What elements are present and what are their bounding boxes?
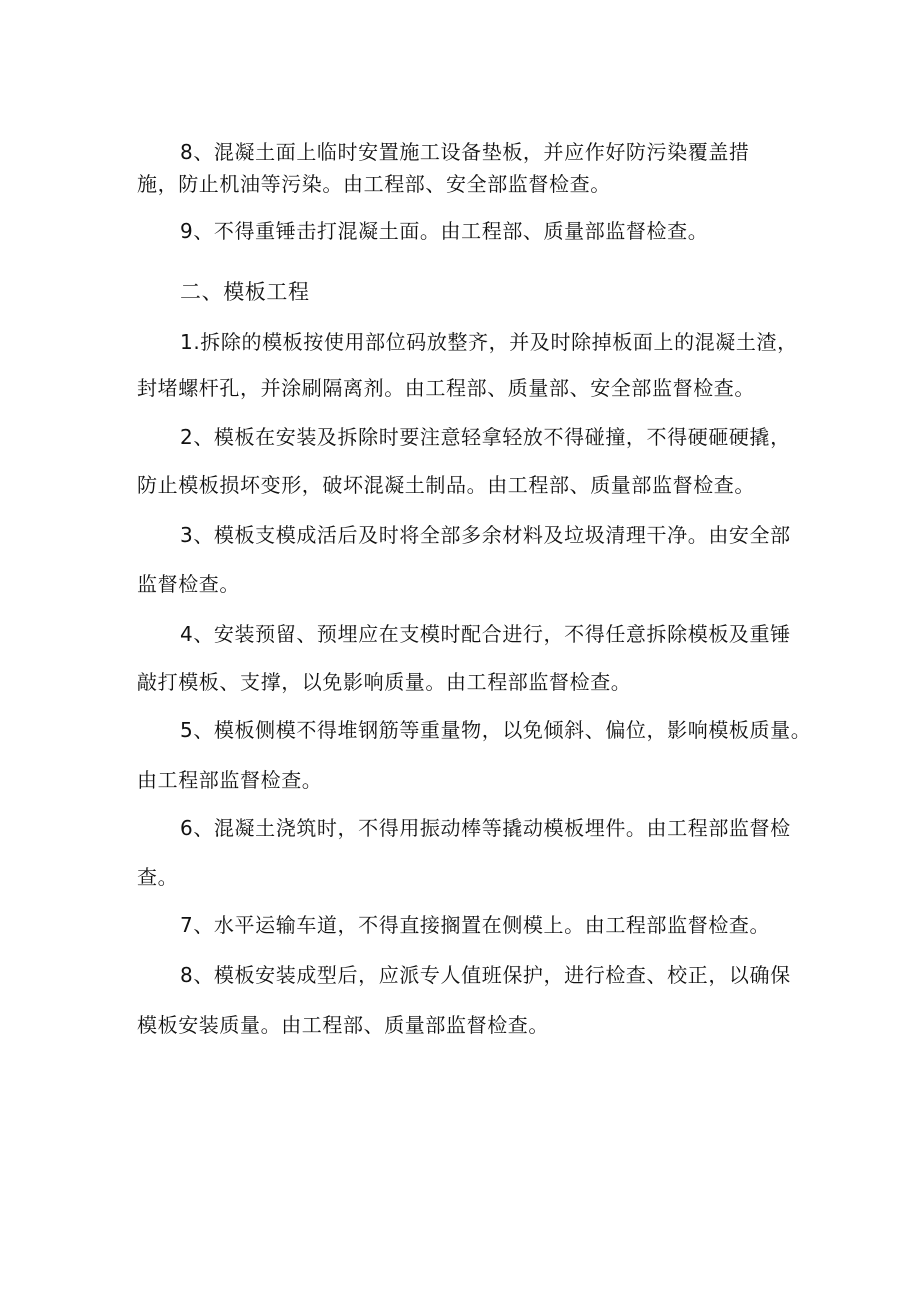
- paragraph-line: 施，防止机油等污染。由工程部、安全部监督检查。: [137, 172, 611, 196]
- paragraph-line: 3、模板支模成活后及时将全部多余材料及垃圾清理干净。由安全部: [180, 523, 791, 547]
- paragraph-line: 7、水平运输车道，不得直接搁置在侧模上。由工程部监督检查。: [180, 913, 771, 937]
- paragraph-line: 查。: [137, 865, 179, 889]
- paragraph-line: 2、模板在安装及拆除时要注意轻拿轻放不得碰撞，不得硬砸硬撬，: [180, 425, 791, 449]
- paragraph-line: 8、模板安装成型后，应派专人值班保护，进行检查、校正，以确保: [180, 963, 791, 987]
- paragraph-line: 敲打模板、支撑，以免影响质量。由工程部监督检查。: [137, 670, 632, 694]
- paragraph-line: 由工程部监督检查。: [137, 768, 323, 792]
- paragraph-line: 9、不得重锤击打混凝土面。由工程部、质量部监督检查。: [180, 219, 709, 243]
- paragraph-line: 模板安装质量。由工程部、质量部监督检查。: [137, 1013, 549, 1037]
- paragraph-line: 8、混凝土面上临时安置施工设备垫板，并应作好防污染覆盖措: [180, 140, 750, 164]
- paragraph-line: 防止模板损坏变形，破坏混凝土制品。由工程部、质量部监督检查。: [137, 473, 755, 497]
- paragraph-line: 1.拆除的模板按使用部位码放整齐，并及时除掉板面上的混凝土渣，: [180, 330, 798, 354]
- paragraph-line: 监督检查。: [137, 572, 240, 596]
- paragraph-line: 6、混凝土浇筑时，不得用振动棒等撬动模板埋件。由工程部监督检: [180, 816, 791, 840]
- section-heading: 二、模板工程: [180, 280, 310, 304]
- paragraph-line: 5、模板侧模不得堆钢筋等重量物，以免倾斜、偏位，影响模板质量。: [180, 718, 812, 742]
- paragraph-line: 封堵螺杆孔，并涂刷隔离剂。由工程部、质量部、安全部监督检查。: [137, 376, 755, 400]
- paragraph-line: 4、安装预留、预埋应在支模时配合进行，不得任意拆除模板及重锤: [180, 622, 791, 646]
